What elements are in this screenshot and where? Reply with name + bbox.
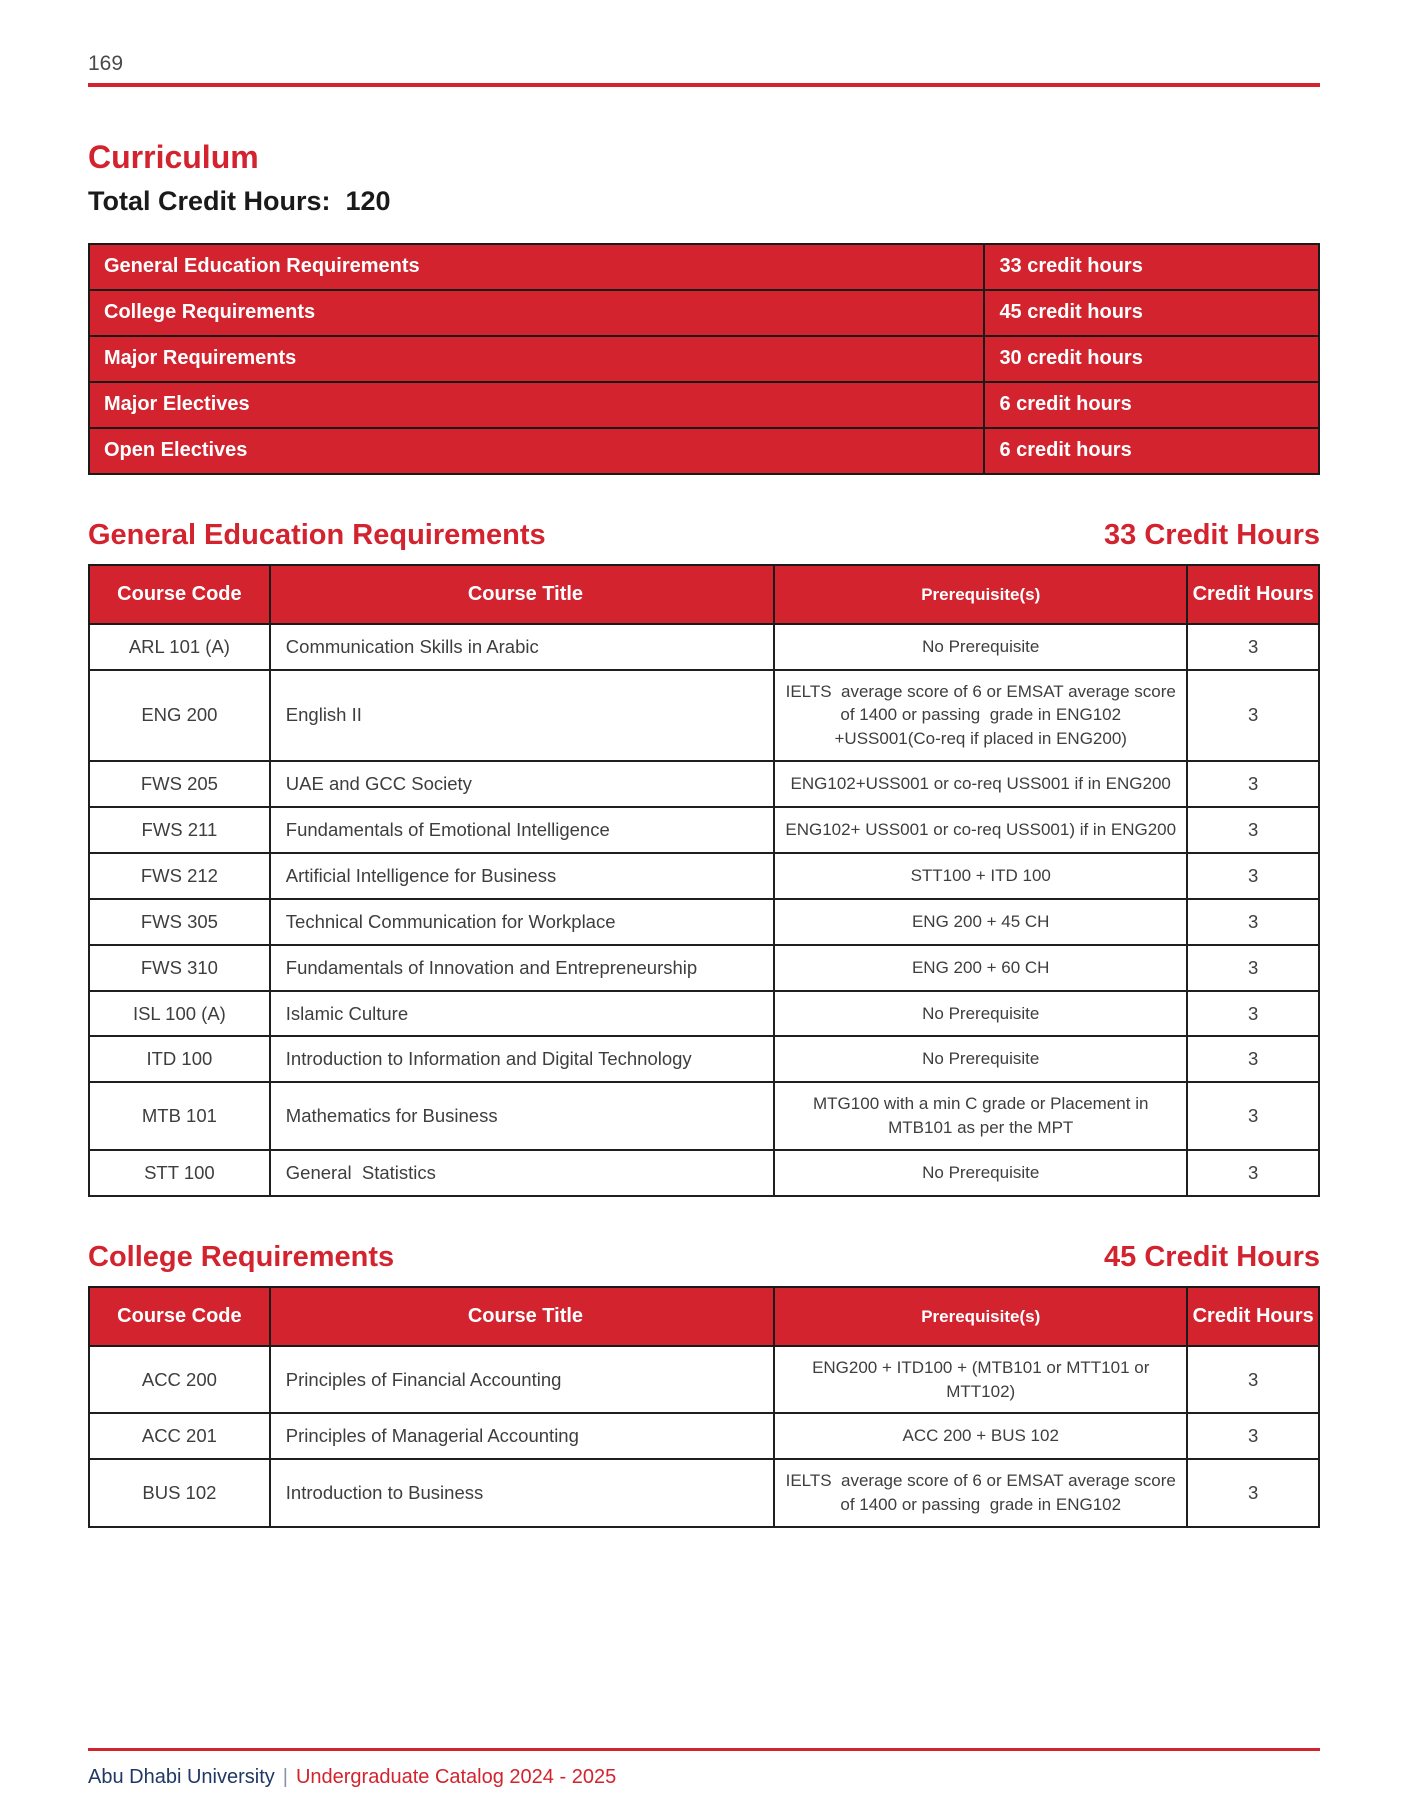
col-header-prerequisites: Prerequisite(s) (774, 1287, 1187, 1346)
table-cell: Principles of Managerial Accounting (270, 1413, 774, 1459)
table-cell: ENG 200 + 45 CH (774, 899, 1187, 945)
table-cell: 3 (1187, 670, 1319, 761)
col-header-course-code: Course Code (89, 565, 270, 624)
table-cell: ENG 200 (89, 670, 270, 761)
top-divider-rule (88, 83, 1320, 87)
table-cell: ITD 100 (89, 1036, 270, 1082)
table-cell: 3 (1187, 1413, 1319, 1459)
col-header-course-code: Course Code (89, 1287, 270, 1346)
table-cell: FWS 305 (89, 899, 270, 945)
summary-row (89, 244, 1319, 290)
table-cell: 3 (1187, 1459, 1319, 1527)
course-row (89, 1346, 1319, 1414)
table-cell: 45 credit hours (984, 290, 1319, 336)
table-cell: General Education Requirements (89, 244, 984, 290)
col-header-course-title: Course Title (270, 1287, 774, 1346)
section-credit-hours: 45 Credit Hours (1104, 1240, 1320, 1273)
table-cell: Principles of Financial Accounting (270, 1346, 774, 1414)
table-cell: IELTS average score of 6 or EMSAT average score of 1400 or passing grade in ENG102 (774, 1459, 1187, 1527)
table-cell: ACC 201 (89, 1413, 270, 1459)
table-cell: General Statistics (270, 1150, 774, 1196)
table-cell: Communication Skills in Arabic (270, 624, 774, 670)
credit-summary-table (88, 243, 1320, 475)
table-cell: 3 (1187, 1036, 1319, 1082)
table-cell: No Prerequisite (774, 1036, 1187, 1082)
table-cell: 3 (1187, 1150, 1319, 1196)
table-cell: FWS 212 (89, 853, 270, 899)
section-title: General Education Requirements (88, 518, 546, 551)
total-credit-hours: Total Credit Hours: 120 (88, 185, 391, 216)
course-row (89, 853, 1319, 899)
course-row (89, 1413, 1319, 1459)
summary-row (89, 290, 1319, 336)
credit-summary-body (89, 244, 1319, 474)
table-cell: 6 credit hours (984, 382, 1319, 428)
table-cell: No Prerequisite (774, 624, 1187, 670)
table-cell: Major Electives (89, 382, 984, 428)
table-cell: Fundamentals of Emotional Intelligence (270, 807, 774, 853)
footer-university-name: Abu Dhabi University (88, 1766, 275, 1788)
table-cell: ENG200 + ITD100 + (MTB101 or MTT101 or MTT102) (774, 1346, 1187, 1414)
table-cell: English II (270, 670, 774, 761)
table-cell: MTB 101 (89, 1082, 270, 1150)
page-number: 169 (88, 52, 124, 75)
college-requirements-table-body (89, 1346, 1319, 1527)
table-cell: 3 (1187, 853, 1319, 899)
table-cell: 3 (1187, 991, 1319, 1037)
table-cell: 3 (1187, 624, 1319, 670)
footer-separator: | (282, 1766, 288, 1788)
table-cell: 3 (1187, 899, 1319, 945)
general-education-table-body (89, 624, 1319, 1196)
table-cell: 3 (1187, 807, 1319, 853)
table-cell: 3 (1187, 945, 1319, 991)
table-cell: BUS 102 (89, 1459, 270, 1527)
course-row (89, 761, 1319, 807)
course-row (89, 1082, 1319, 1150)
col-header-credit-hours: Credit Hours (1187, 565, 1319, 624)
table-cell: College Requirements (89, 290, 984, 336)
table-cell: STT100 + ITD 100 (774, 853, 1187, 899)
table-cell: FWS 205 (89, 761, 270, 807)
table-cell: 30 credit hours (984, 336, 1319, 382)
table-cell: Introduction to Business (270, 1459, 774, 1527)
table-cell: Artificial Intelligence for Business (270, 853, 774, 899)
general-education-table-header (89, 565, 1319, 624)
college-requirements-table (88, 1286, 1320, 1528)
table-cell: ARL 101 (A) (89, 624, 270, 670)
summary-row (89, 428, 1319, 474)
table-cell: Islamic Culture (270, 991, 774, 1037)
section-credit-hours: 33 Credit Hours (1104, 518, 1320, 551)
course-row (89, 1036, 1319, 1082)
course-row (89, 1459, 1319, 1527)
table-cell: 33 credit hours (984, 244, 1319, 290)
table-cell: Mathematics for Business (270, 1082, 774, 1150)
footer-divider-rule (88, 1748, 1320, 1751)
summary-row (89, 382, 1319, 428)
section-head-general-education (88, 519, 1320, 552)
table-cell: FWS 211 (89, 807, 270, 853)
footer-text (88, 1766, 1320, 1789)
table-cell: ENG102+ USS001 or co-req USS001) if in ENG200 (774, 807, 1187, 853)
header-row (89, 1287, 1319, 1346)
general-education-table (88, 564, 1320, 1197)
table-cell: MTG100 with a min C grade or Placement in MTB101 as per the MPT (774, 1082, 1187, 1150)
table-cell: Open Electives (89, 428, 984, 474)
course-row (89, 945, 1319, 991)
table-cell: Fundamentals of Innovation and Entrepreneurship (270, 945, 774, 991)
table-cell: 3 (1187, 1346, 1319, 1414)
page-title: Curriculum (88, 139, 259, 175)
table-cell: UAE and GCC Society (270, 761, 774, 807)
table-cell: ENG102+USS001 or co-req USS001 if in ENG200 (774, 761, 1187, 807)
col-header-credit-hours: Credit Hours (1187, 1287, 1319, 1346)
footer-catalog-name: Undergraduate Catalog 2024 - 2025 (295, 1766, 617, 1788)
course-row (89, 1150, 1319, 1196)
course-row (89, 670, 1319, 761)
page-footer (88, 1748, 1320, 1789)
table-cell: No Prerequisite (774, 991, 1187, 1037)
col-header-course-title: Course Title (270, 565, 774, 624)
table-cell: No Prerequisite (774, 1150, 1187, 1196)
course-row (89, 991, 1319, 1037)
table-cell: Major Requirements (89, 336, 984, 382)
summary-row (89, 336, 1319, 382)
course-row (89, 899, 1319, 945)
table-cell: ENG 200 + 60 CH (774, 945, 1187, 991)
table-cell: 6 credit hours (984, 428, 1319, 474)
section-head-college-requirements (88, 1241, 1320, 1274)
table-cell: ACC 200 (89, 1346, 270, 1414)
header-row (89, 565, 1319, 624)
table-cell: 3 (1187, 761, 1319, 807)
table-cell: ACC 200 + BUS 102 (774, 1413, 1187, 1459)
section-title: College Requirements (88, 1240, 395, 1273)
table-cell: IELTS average score of 6 or EMSAT average score of 1400 or passing grade in ENG102 +USS001(Co-req if placed in ENG200) (774, 670, 1187, 761)
table-cell: Technical Communication for Workplace (270, 899, 774, 945)
page-content (88, 0, 1320, 1528)
table-cell: 3 (1187, 1082, 1319, 1150)
table-cell: Introduction to Information and Digital Technology (270, 1036, 774, 1082)
college-requirements-table-header (89, 1287, 1319, 1346)
course-row (89, 807, 1319, 853)
course-row (89, 624, 1319, 670)
table-cell: ISL 100 (A) (89, 991, 270, 1037)
table-cell: STT 100 (89, 1150, 270, 1196)
table-cell: FWS 310 (89, 945, 270, 991)
col-header-prerequisites: Prerequisite(s) (774, 565, 1187, 624)
